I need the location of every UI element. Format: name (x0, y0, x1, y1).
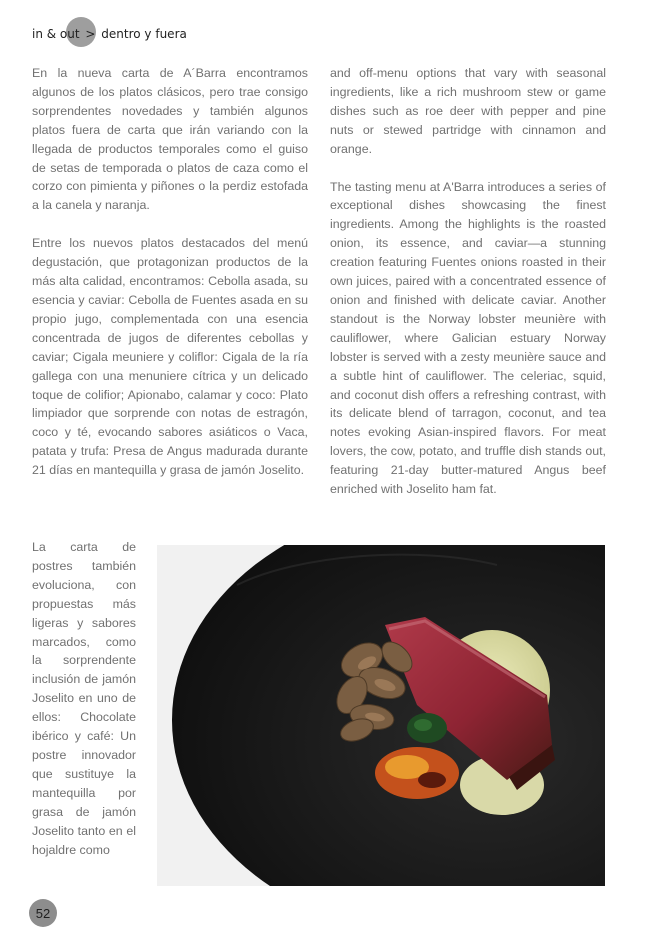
section-header (32, 22, 187, 46)
dish-photo (157, 545, 605, 886)
header-subsection: dentro y fuera (101, 27, 187, 41)
right-paragraph-1: and off-menu options that vary with seasonal ingredients, like a rich mushroom stew or game dishes such as roe deer with pepper and pine nuts or stewed partridge with cinnamon and orange. (330, 66, 606, 156)
left-paragraph-1: En la nueva carta de A´Barra encontramos algunos de los platos clásicos, pero trae consigo sorprendentes novedades y también algunos platos fuera de carta que irán variando con la llegada de productos temporales como el guiso de setas de temporada o platos de caza como el corzo con pimienta y piñones o la perdiz estofada a la canela y naranja. (32, 66, 308, 213)
header-text (32, 27, 187, 41)
right-column (330, 64, 606, 518)
page-number-text: 52 (35, 905, 51, 921)
header-section: in & out (32, 27, 80, 41)
page-number (29, 899, 57, 927)
bottom-left-column (32, 538, 136, 878)
left-column (32, 64, 308, 499)
right-paragraph-2: The tasting menu at A'Barra introduces a series of exceptional dishes showcasing the finest ingredients. Among the highlights is the roasted onion, its essence, and caviar—a stunning creation featuring Fuentes onions roasted in their own juices, paired with a concentrated essence of onion and finished with delicate caviar. Another standout is the Norway lobster meunière with cauliflower, where Galician estuary Norway lobster is served with a zesty meunière sauce and a subtle hint of cauliflower. The celeriac, squid, and coconut dish offers a refreshing contrast, with its delicate blend of tarragon, coconut, and tea notes evoking Asian-inspired flavors. For meat lovers, the cow, potato, and truffle dish stands out, featuring 21-day butter-matured Angus beef enriched with Joselito ham fat. (330, 179, 606, 497)
dish-illustration (157, 545, 605, 886)
left-paragraph-2: Entre los nuevos platos destacados del menú degustación, que protagonizan productos de la más alta calidad, encontramos: Cebolla asada, su esencia y caviar: Cebolla de Fuentes asada en su propio jugo, complementada con una esencia concentrada de jugos de diferentes cebollas y caviar; Cigala meuniere y coliflor: Cigala de la ría gallega con una menuniere cítrica y un delicado toque de colifior; Apionabo, calamar y coco: Plato limpiador que sorprende con notas de estragón, coco y té, evocando sabores asiáticos o Vaca, patata y trufa: Presa de Angus madurada durante 21 días en mantequilla y grasa de jamón Joselito. (32, 236, 308, 478)
bottom-left-paragraph: La carta de postres también evoluciona, con propuestas más ligeras y sabores marcados, como la sorprendente inclusión de jamón Joselito en uno de ellos: Chocolate ibérico y café: Un postre innovador que sustituye la mantequilla por grasa de jamón Joselito tanto en el hojaldre como (32, 540, 136, 857)
header-separator: > (85, 27, 96, 41)
